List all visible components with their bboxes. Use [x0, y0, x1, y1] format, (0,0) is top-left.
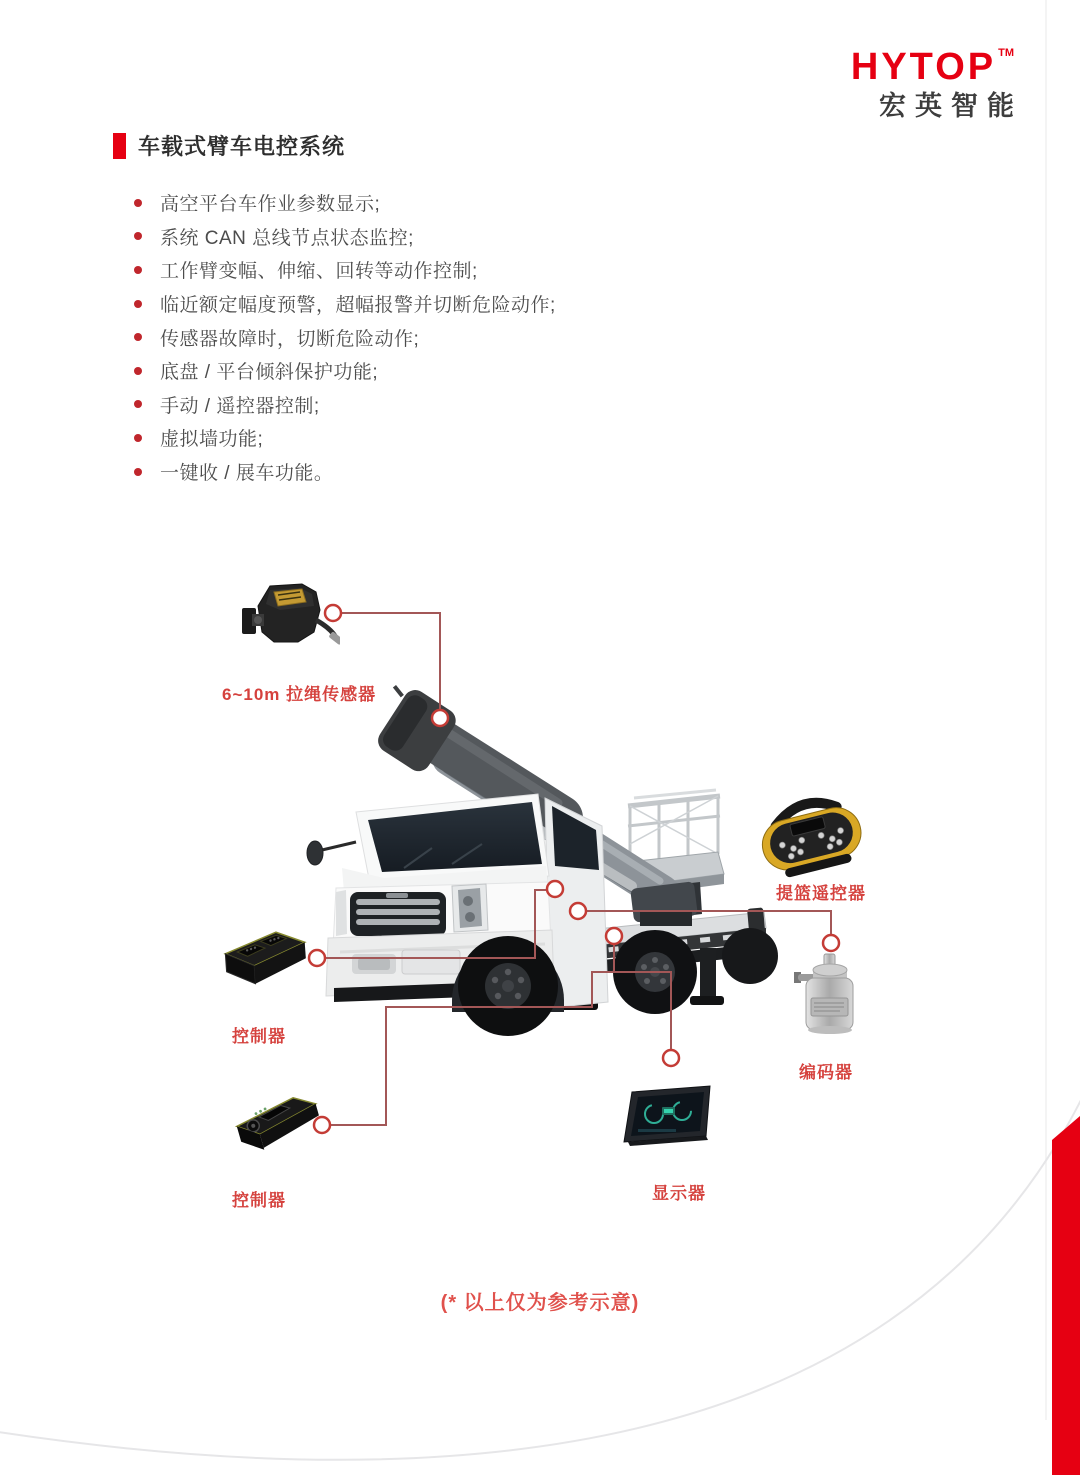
feature-text: 虚拟墙功能; — [160, 429, 264, 451]
feature-text: 工作臂变幅、伸缩、回转等动作控制; — [160, 261, 478, 283]
feature-text: 一键收 / 展车功能。 — [160, 463, 334, 485]
label-rope-sensor: 6~10m 拉绳传感器 — [222, 685, 377, 704]
label-display: 显示器 — [652, 1184, 706, 1203]
feature-text: 高空平台车作业参数显示; — [160, 194, 381, 216]
label-controller-bottom: 控制器 — [232, 1191, 286, 1210]
label-encoder: 编码器 — [799, 1063, 853, 1082]
logo-brand-text: HYTOP — [850, 46, 997, 88]
aerial-platform-truck-image — [307, 678, 778, 1036]
endpoint-boom — [432, 710, 448, 726]
endpoint-display — [663, 1050, 679, 1066]
feature-text: 临近额定幅度预警，超幅报警并切断危险动作; — [160, 295, 556, 317]
logo-chinese-text: 宏英智能 — [879, 91, 1023, 121]
logo-trademark: TM — [998, 47, 1014, 59]
decorative-curve — [0, 1098, 1080, 1460]
feature-text: 系统 CAN 总线节点状态监控; — [160, 227, 414, 249]
feature-text: 手动 / 遥控器控制; — [160, 395, 320, 417]
endpoint-chassis — [570, 903, 586, 919]
rear-outrigger — [700, 948, 716, 1000]
endpoint-encoder — [823, 935, 839, 951]
basket-remote-image — [750, 786, 870, 878]
endpoint-bed — [606, 928, 622, 944]
label-basket-remote: 提篮遥控器 — [776, 884, 866, 903]
controller-top-image — [218, 925, 313, 1000]
feature-text: 底盘 / 平台倾斜保护功能; — [160, 362, 379, 384]
rope-sensor-image — [240, 580, 340, 655]
rear-outrigger-foot — [690, 996, 724, 1005]
heading-text: 车载式臂车电控系统 — [138, 134, 346, 159]
endpoint-boom-base — [547, 881, 563, 897]
reference-footnote: (* 以上仅为参考示意) — [440, 1292, 640, 1314]
encoder-image — [794, 952, 866, 1040]
controller-bottom-image — [228, 1085, 328, 1165]
display-image — [618, 1082, 718, 1154]
feature-text: 传感器故障时，切断危险动作; — [160, 328, 420, 350]
label-controller-top: 控制器 — [232, 1027, 286, 1046]
